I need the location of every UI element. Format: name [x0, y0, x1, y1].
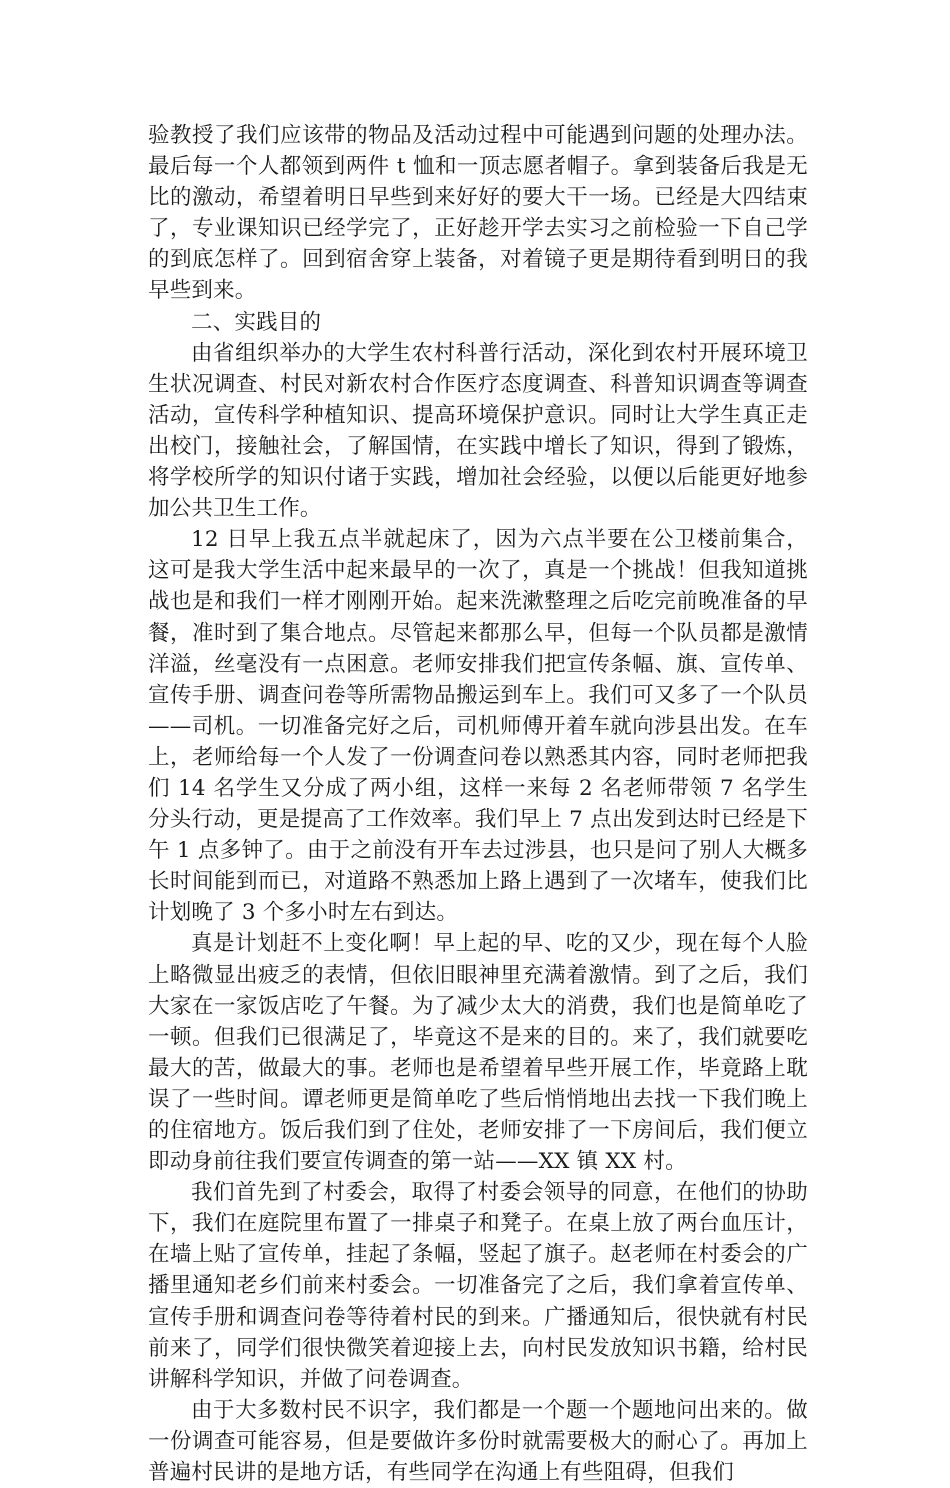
section-heading-practice-purpose: 二、实践目的	[191, 309, 322, 335]
paragraph-arrival: 真是计划赶不上变化啊！早上起的早、吃的又少，现在每个人脸上略微显出疲乏的表情，但依旧眼神里充满着激情。到了之后，我们大家在一家饭店吃了午餐。为了减少太大的消费，我们也是简单吃了一顿。但我们已很满足了，毕竟这不是来的目的。来了，我们就要吃最大的苦，做最大的事。老师也是希望着早些开展工作，毕竟路上耽误了一些时间。谭老师更是简单吃了些后悄悄地出去找一下我们晚上的住宿地方。饭后我们到了住处，老师安排了一下房间后，我们便立即动身前往我们要宣传调查的第一站——XX 镇 XX 村。	[148, 931, 808, 1175]
paragraph-village-committee: 我们首先到了村委会，取得了村委会领导的同意，在他们的协助下，我们在庭院里布置了一排桌子和凳子。在桌上放了两台血压计，在墙上贴了宣传单，挂起了条幅，竖起了旗子。赵老师在村委会的广播里通知老乡们前来村委会。一切准备完了之后，我们拿着宣传单、宣传手册和调查问卷等待着村民的到来。广播通知后，很快就有村民前来了，同学们很快微笑着迎接上去，向村民发放知识书籍，给村民讲解科学知识，并做了问卷调查。	[148, 1180, 808, 1392]
paragraph-survey: 由于大多数村民不识字，我们都是一个题一个题地问出来的。做一份调查可能容易，但是要做许多份时就需要极大的耐心了。再加上普遍村民讲的是地方话，有些同学在沟通上有些阻碍，但我们	[148, 1397, 808, 1486]
paragraph-purpose: 由省组织举办的大学生农村科普行活动，深化到农村开展环境卫生状况调查、村民对新农村合作医疗态度调查、科普知识调查等调查活动，宣传科学种植知识、提高环境保护意识。同时让大学生真正走出校门，接触社会，了解国情，在实践中增长了知识，得到了锻炼，将学校所学的知识付诸于实践，增加社会经验，以便以后能更好地参加公共卫生工作。	[148, 340, 808, 522]
paragraph-continuation: 验教授了我们应该带的物品及活动过程中可能遇到问题的处理办法。最后每一个人都领到两件 t 恤和一顶志愿者帽子。拿到装备后我是无比的激动，希望着明日早些到来好好的要大干一场。已经是大四结束了，专业课知识已经学完了，正好趁开学去实习之前检验一下自己学的到底怎样了。回到宿舍穿上装备，对着镜子更是期待看到明日的我早些到来。	[148, 123, 808, 304]
paragraph-departure: 12 日早上我五点半就起床了，因为六点半要在公卫楼前集合，这可是我大学生活中起来最早的一次了，真是一个挑战！但我知道挑战也是和我们一样才刚刚开始。起来洗漱整理之后吃完前晚准备的早餐，准时到了集合地点。尽管起来都那么早，但每一个队员都是激情洋溢，丝毫没有一点困意。老师安排我们把宣传条幅、旗、宣传单、宣传手册、调查问卷等所需物品搬运到车上。我们可又多了一个队员——司机。一切准备完好之后，司机师傅开着车就向涉县出发。在车上，老师给每一个人发了一份调查问卷以熟悉其内容，同时老师把我们 14 名学生又分成了两小组，这样一来每 2 名老师带领 7 名学生分头行动，更是提高了工作效率。我们早上 7 点出发到达时已经是下午 1 点多钟了。由于之前没有开车去过涉县，也只是问了别人大概多长时间能到而已，对道路不熟悉加上路上遇到了一次堵车，使我们比计划晚了 3 个多小时左右到达。	[148, 527, 808, 926]
document-body	[148, 120, 808, 1488]
